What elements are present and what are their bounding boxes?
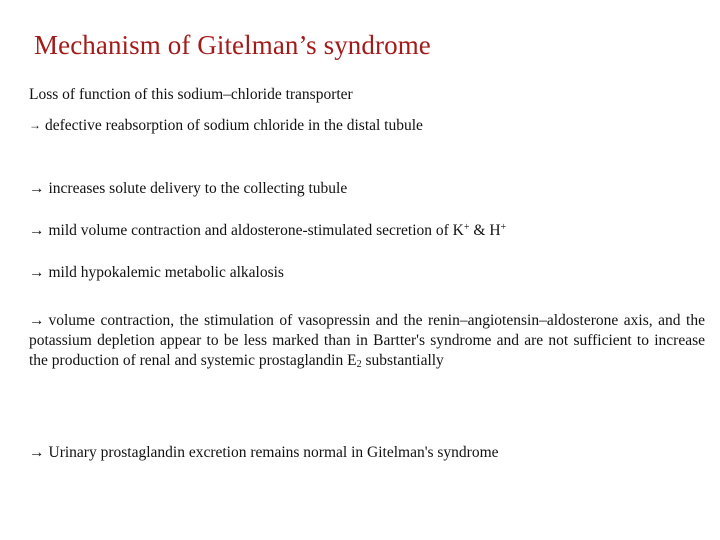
line-text: defective reabsorption of sodium chloride in the distal tubule [45,117,423,134]
text-line-defective-reabsorption [29,117,423,135]
arrow-icon: → [29,180,45,197]
paragraph-text-tail: substantially [361,352,444,369]
arrow-icon: → [29,444,45,461]
paragraph-text: volume contraction, the stimulation of vasopressin and the renin–angiotensin–aldosterone axis, and the potassium depletion appear to be less marked than in Bartter's syndrome and are not sufficient to increase the production of renal and systemic prostaglandin E [29,312,705,369]
arrow-icon: → [29,264,45,281]
text-line-volume-contraction [29,222,506,240]
arrow-icon: → [29,312,45,329]
line-text: increases solute delivery to the collecting tubule [48,180,348,197]
superscript: + [500,222,507,233]
text-line-solute-delivery [29,180,347,198]
text-line-prostaglandin-excretion [29,444,499,462]
subscript: 2 [356,359,362,370]
line-text: mild hypokalemic metabolic alkalosis [48,264,284,281]
line-text: mild volume contraction and aldosterone-stimulated secretion of K [48,222,464,239]
line-text: Loss of function of this sodium–chloride transporter [29,86,353,103]
text-paragraph-vasopressin [29,311,705,371]
superscript: + [463,222,470,233]
line-text: & H [469,222,501,239]
text-line-transporter [29,86,353,104]
line-text: Urinary prostaglandin excretion remains normal in Gitelman's syndrome [48,444,499,461]
arrow-icon: → [29,118,41,132]
slide-title: Mechanism of Gitelman’s syndrome [34,30,431,60]
text-line-alkalosis [29,264,284,282]
arrow-icon: → [29,222,45,239]
